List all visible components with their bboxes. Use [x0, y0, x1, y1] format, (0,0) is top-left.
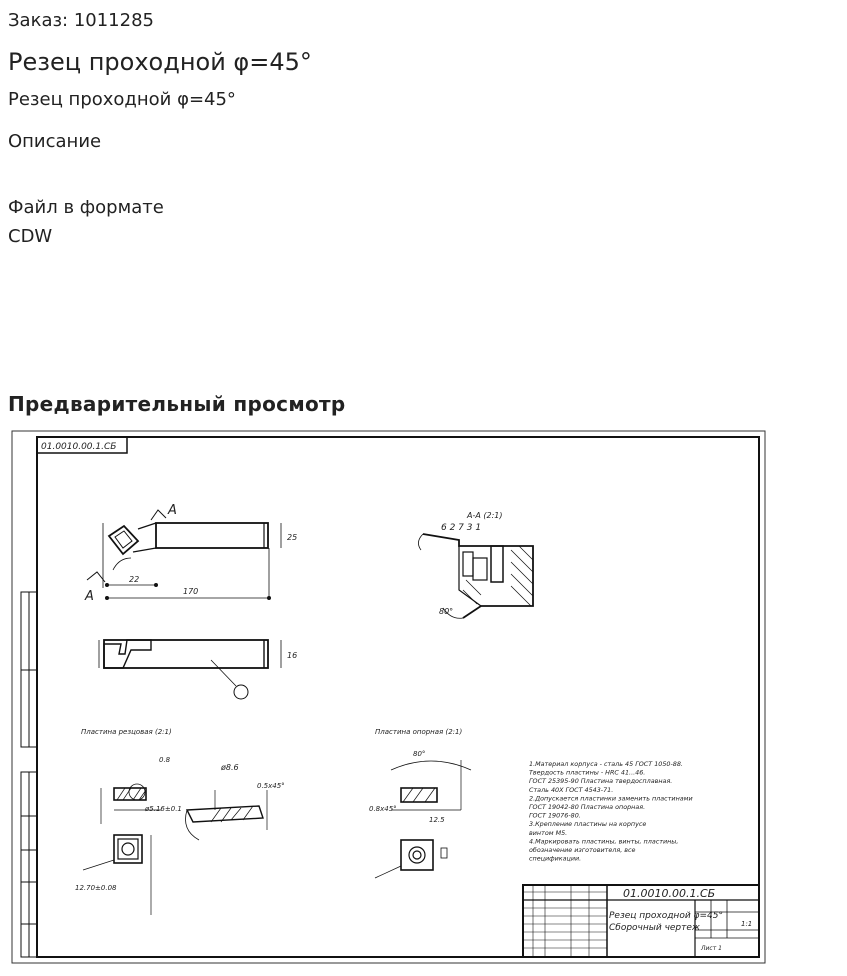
product-subtitle: Резец проходной φ=45°: [8, 89, 236, 110]
section-label-bottom: А: [85, 589, 94, 604]
title-block-sheet: Лист 1: [701, 945, 722, 952]
title-block-name-2: Сборочный чертеж: [609, 923, 701, 933]
tech-note-line: 3.Крепление пластины на корпусе: [529, 820, 647, 829]
dim-side-width: 16: [287, 651, 298, 660]
tech-note-line: ГОСТ 25395-90 Пластина твердосплавная.: [529, 777, 673, 786]
dim-angle-small: 0.5x45°: [257, 782, 285, 790]
tech-note-line: 1.Материал корпуса - сталь 45 ГОСТ 1050-88.: [529, 760, 683, 768]
tech-note-line: обозначение изготовителя, все: [529, 846, 636, 854]
dim-insert-thickness: ø5.16±0.1: [145, 805, 182, 813]
preview-drawing: [11, 430, 766, 964]
top-stamp-code: 01.0010.00.1.СБ: [41, 442, 117, 452]
tech-note-line: винтом М5.: [529, 828, 568, 837]
dim-angle-80: 80°: [439, 607, 454, 616]
dim-insert-width: 12.70±0.08: [75, 884, 117, 892]
dim-height: 25: [287, 533, 298, 542]
tech-note-line: Сталь 40Х ГОСТ 4543-71.: [529, 785, 614, 794]
preview-heading: Предварительный просмотр: [8, 392, 346, 416]
title-block-scale: 1:1: [741, 920, 753, 928]
dim-main-length: 170: [183, 587, 199, 596]
tech-note-line: ГОСТ 19042-80 Пластина опорная.: [529, 803, 646, 811]
order-number: Заказ: 1011285: [8, 10, 154, 31]
dim-insert-edge: 0.8: [159, 756, 171, 764]
section-aa-callouts: 6 2 7 3 1: [441, 523, 482, 533]
dim-short-length: 22: [129, 575, 140, 584]
section-aa-label: А-А (2:1): [467, 511, 503, 520]
tech-note-line: Твердость пластины - HRC 41...46.: [529, 768, 646, 777]
tech-note-line: 4.Маркировать пластины, винты, пластины,: [529, 837, 679, 846]
title-block-name-1: Резец проходной φ=45°: [609, 911, 723, 921]
dim-small-diameter: ø8.6: [221, 763, 239, 772]
title-block-code: 01.0010.00.1.СБ: [623, 887, 716, 900]
tech-note-line: 2.Допускается пластинки заменить пластинами: [529, 794, 693, 803]
section-label-top: А: [168, 503, 177, 518]
dim-plate-angle: 80°: [413, 750, 426, 758]
dim-plate-length: 12.5: [429, 816, 445, 824]
tech-note-line: ГОСТ 19076-80.: [529, 811, 581, 820]
tech-note-line: спецификации.: [529, 854, 582, 863]
dim-plate-chamfer: 0.8x45°: [369, 805, 397, 813]
file-format-text: Файл в формате CDW: [8, 197, 164, 247]
caption-insert-left: Пластина резцовая (2:1): [81, 728, 172, 736]
caption-insert-right: Пластина опорная (2:1): [375, 728, 463, 736]
product-title: Резец проходной φ=45°: [8, 48, 312, 76]
description-label: Описание: [8, 131, 102, 152]
